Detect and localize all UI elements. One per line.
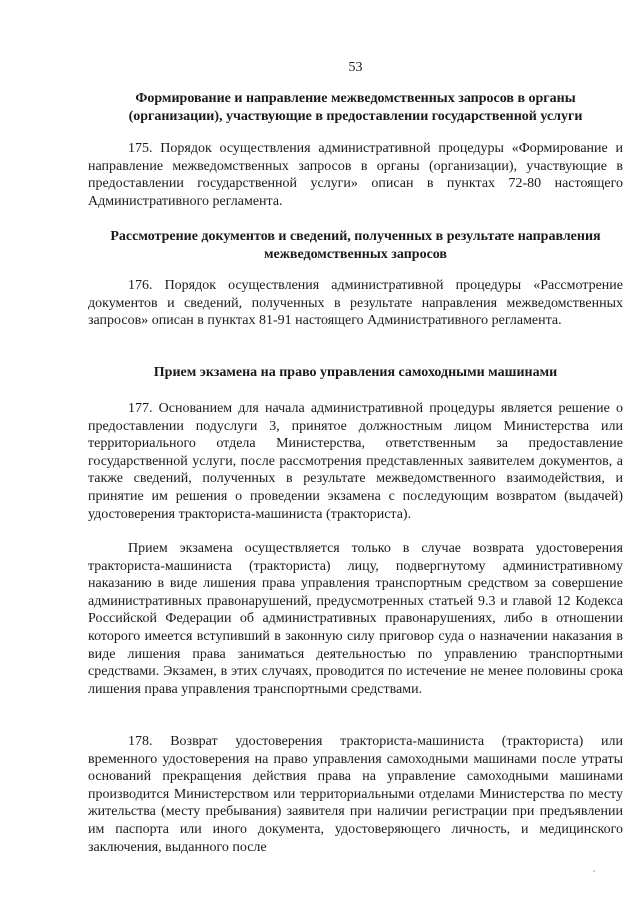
section-heading-interagency-requests: Формирование и направление межведомственных запросов в органы (организации), участвующие в предоставлении государственной услуги <box>128 91 583 124</box>
section-heading-exam: Прием экзамена на право управления самоходными машинами <box>153 365 558 380</box>
paragraph-178: 178. Возврат удостоверения тракториста-машиниста (тракториста) или временного удостоверения на право управления самоходными машинами после утраты оснований прекращения действия права на управление самоходными машинами производится Министерством или территориальными отделами Министерства по месту жительства (месту пребывания) заявителя при наличии регистрации при предъявлении им паспорта или иного документа, удостоверяющего личность, и медицинского заключения, выданного после <box>88 734 623 855</box>
paragraph-176: 176. Порядок осуществления административной процедуры «Рассмотрение документов и сведений, полученных в результате направления межведомственных запросов» описан в пунктах 81-91 настоящего Административного регламента. <box>88 278 623 329</box>
paragraph-exam-conditions: Прием экзамена осуществляется только в случае возврата удостоверения тракториста-машиниста (тракториста) лицу, подвергнутому административному наказанию в виде лишения права управления транспортным средством за совершение административных правонарушений, предусмотренных статьей 9.3 и главой 12 Кодекса Российской Федерации об административных правонарушениях, либо в отношении которого имеется вступивший в законную силу приговор суда о назначении наказания в виде лишения права заниматься деятельностью по управлению транспортными средствами. Экзамен, в этих случаях, проводится по истечение не менее половины срока лишения права управления транспортными средствами. <box>88 541 623 697</box>
paragraph-177: 177. Основанием для начала административной процедуры является решение о предоставлении подуслуги 3, принятое должностным лицом Министерства или территориального отдела Министерства, ответственным за предоставление государственной услуги, после рассмотрения представленных заявителем документов, а также сведений, полученных в результате межведомственного взаимодействия, и принятие им решения о проведении экзамена с последующим возвратом (выдачей) удостоверения тракториста-машиниста (тракториста). <box>88 401 623 522</box>
scan-speck <box>593 870 595 872</box>
page-number: 53 <box>348 60 363 75</box>
section-heading-document-review: Рассмотрение документов и сведений, полученных в результате направления межведомственных запросов <box>110 229 601 262</box>
paragraph-175: 175. Порядок осуществления административной процедуры «Формирование и направление межведомственных запросов в органы (организации), участвующие в предоставлении государственной услуги» описан в пунктах 72-80 настоящего Административного регламента. <box>88 141 623 209</box>
